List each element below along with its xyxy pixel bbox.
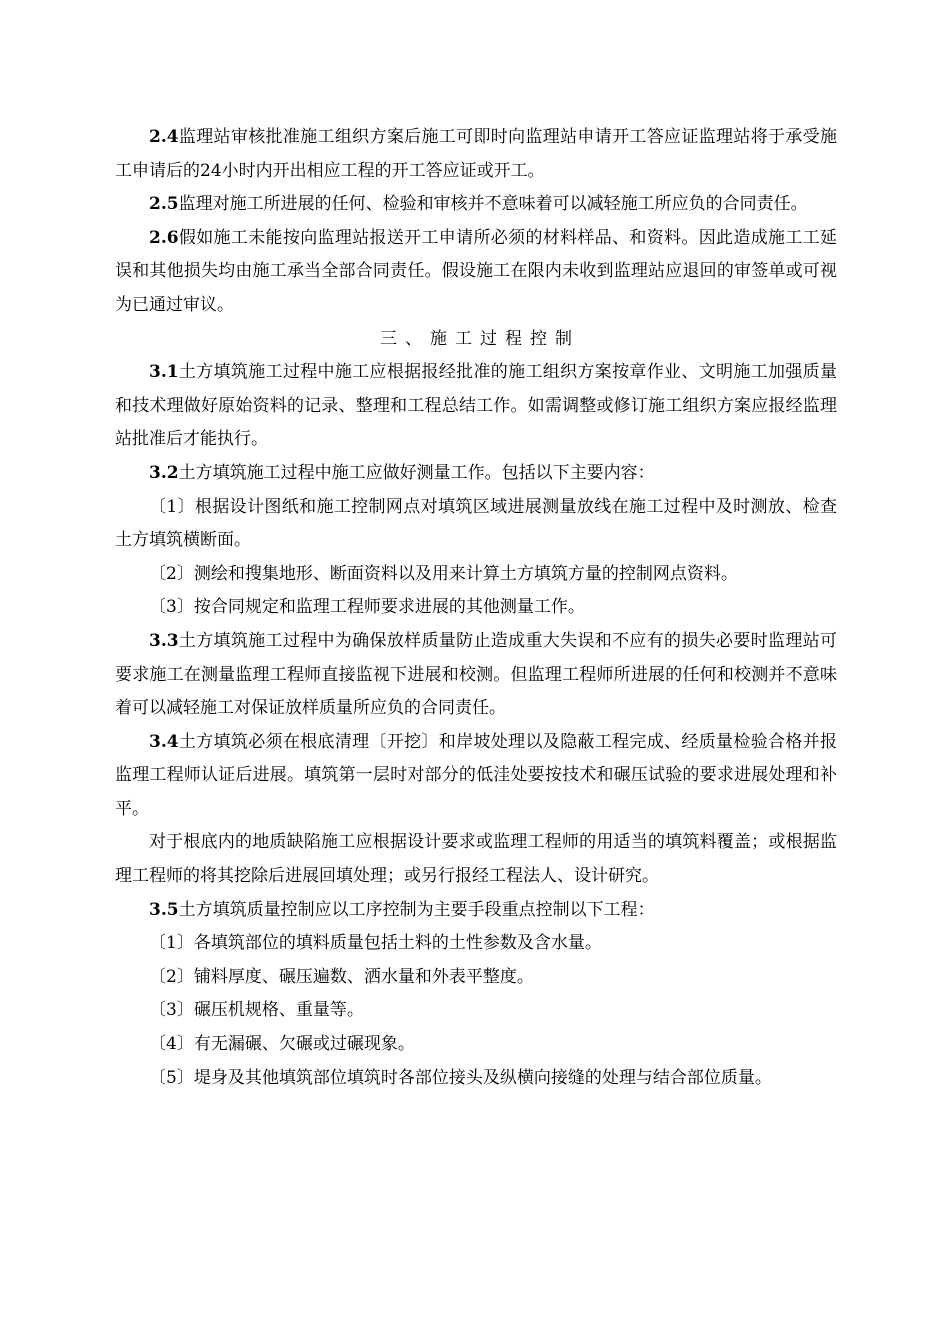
paragraph-text: 〔3〕碾压机规格、重量等。 bbox=[149, 1000, 364, 1021]
list-item-3-5-2 bbox=[115, 961, 837, 995]
list-item-3-2-3 bbox=[115, 591, 837, 625]
paragraph-text: 〔3〕按合同规定和监理工程师要求进展的其他测量工作。 bbox=[149, 597, 585, 618]
document-page bbox=[115, 121, 837, 1095]
section-heading: 三、施工过程控制 bbox=[380, 328, 580, 349]
list-item-3-2-2 bbox=[115, 558, 837, 592]
paragraph-2-6 bbox=[115, 222, 837, 323]
paragraph-3-5 bbox=[115, 894, 837, 928]
paragraph-text: 对于根底内的地质缺陷施工应根据设计要求或监理工程师的用适当的填筑料覆盖；或根据监理工程师的将其挖除后进展回填处理；或另行报经工程法人、设计研究。 bbox=[115, 832, 837, 887]
clause-number: 3.5 bbox=[149, 899, 179, 920]
list-item-3-5-3 bbox=[115, 994, 837, 1028]
paragraph-text: 土方填筑质量控制应以工序控制为主要手段重点控制以下工程： bbox=[178, 899, 655, 920]
paragraph-text: 监理对施工所进展的任何、检验和审核并不意味着可以减轻施工所应负的合同责任。 bbox=[178, 194, 808, 215]
paragraph-text: 〔2〕测绘和搜集地形、断面资料以及用来计算土方填筑方量的控制网点资料。 bbox=[149, 563, 738, 584]
paragraph-3-4 bbox=[115, 726, 837, 827]
paragraph-text: 土方填筑施工过程中施工应做好测量工作。包括以下主要内容： bbox=[178, 462, 655, 483]
clause-number: 3.3 bbox=[149, 630, 179, 651]
list-item-3-5-5 bbox=[115, 1062, 837, 1096]
clause-number: 2.6 bbox=[149, 227, 179, 248]
paragraph-text: 土方填筑施工过程中施工应根据报经批准的施工组织方案按章作业、文明施工加强质量和技术理做好原始资料的记录、整理和工程总结工作。如需调整或修订施工组织方案应报经监理站批准后才能执行。 bbox=[115, 362, 837, 450]
paragraph-2-5 bbox=[115, 188, 837, 222]
paragraph-text: 土方填筑施工过程中为确保放样质量防止造成重大失误和不应有的损失必要时监理站可要求施工在测量监理工程师直接监视下进展和校测。但监理工程师所进展的任何和校测并不意味着可以减轻施工对保证放样质量所应负的合同责任。 bbox=[115, 630, 837, 719]
list-item-3-5-4 bbox=[115, 1028, 837, 1062]
paragraph-3-4-continued bbox=[115, 826, 837, 893]
paragraph-text: 〔1〕根据设计图纸和施工控制网点对填筑区域进展测量放线在施工过程中及时测放、检查土方填筑横断面。 bbox=[115, 496, 837, 551]
clause-number: 3.4 bbox=[149, 731, 179, 752]
clause-number: 3.2 bbox=[149, 462, 179, 483]
paragraph-text: 〔1〕各填筑部位的填料质量包括土料的土性参数及含水量。 bbox=[149, 933, 602, 954]
clause-number: 2.4 bbox=[149, 127, 179, 147]
paragraph-text: 监理站审核批准施工组织方案后施工可即时向监理站申请开工答应证监理站将于承受施工申请后的24小时内开出相应工程的开工答应证或开工。 bbox=[115, 127, 837, 181]
paragraph-3-2 bbox=[115, 457, 837, 491]
paragraph-text: 假如施工未能按向监理站报送开工申请所必须的材料样品、和资料。因此造成施工工延误和其他损失均由施工承当全部合同责任。假设施工在限内未收到监理站应退回的审签单或可视为已通过审议。 bbox=[115, 227, 837, 315]
clause-number: 3.1 bbox=[149, 362, 179, 383]
list-item-3-2-1 bbox=[115, 491, 837, 558]
paragraph-2-4 bbox=[115, 121, 837, 188]
paragraph-text: 〔4〕有无漏碾、欠碾或过碾现象。 bbox=[149, 1034, 415, 1055]
paragraph-text: 土方填筑必须在根底清理〔开挖〕和岸坡处理以及隐蔽工程完成、经质量检验合格并报监理工程师认证后进展。填筑第一层时对部分的低洼处要按技术和碾压试验的要求进展处理和补平。 bbox=[115, 731, 837, 819]
paragraph-text: 〔2〕铺料厚度、碾压遍数、洒水量和外表平整度。 bbox=[149, 966, 534, 987]
paragraph-3-1 bbox=[115, 356, 837, 457]
clause-number: 2.5 bbox=[149, 194, 179, 215]
list-item-3-5-1 bbox=[115, 927, 837, 961]
paragraph-text: 〔5〕堤身及其他填筑部位填筑时各部位接头及纵横向接缝的处理与结合部位质量。 bbox=[149, 1067, 772, 1088]
paragraph-3-3 bbox=[115, 625, 837, 726]
